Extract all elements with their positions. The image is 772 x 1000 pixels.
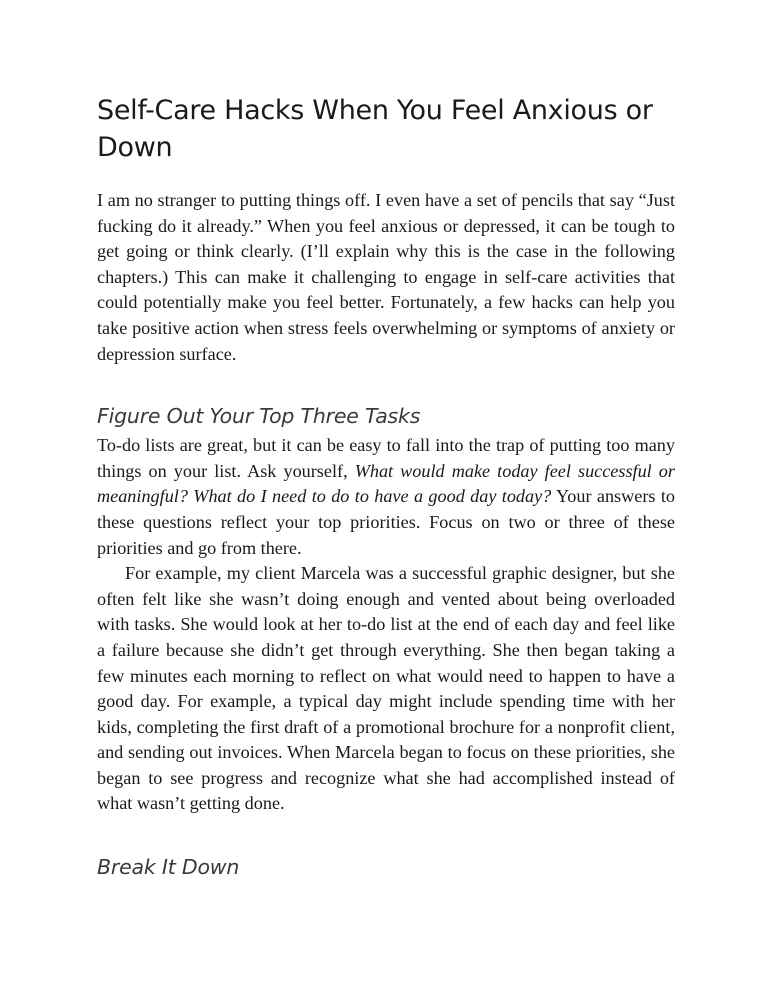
- paragraph-text: Your answers to these questions reflect your top priorities. Focus on two or three of these priorities and go from there.: [97, 486, 675, 558]
- top-three-tasks-paragraph: [97, 433, 675, 561]
- intro-paragraph: I am no stranger to putting things off. I even have a set of pencils that say “Just fucking do it already.” When you feel anxious or depressed, it can be tough to get going or think clearly. (I’ll explain why this is the case in the following chapters.) This can make it challenging to engage in self-care activities that could potentially make you feel better. Fortunately, a few hacks can help you take positive action when stress feels overwhelming or symptoms of anxiety or depression surface.: [97, 190, 675, 364]
- paragraph-text: To-do lists are great, but it can be easy to fall into the trap of putting too many things on your list. Ask yourself,: [97, 435, 675, 481]
- page-content: [97, 92, 675, 884]
- chapter-title: Self-Care Hacks When You Feel Anxious or Down: [97, 95, 653, 163]
- section-heading-break-it-down: Break It Down: [97, 855, 240, 880]
- section-heading-top-three-tasks: Figure Out Your Top Three Tasks: [97, 404, 421, 429]
- italic-questions: What would make today feel successful or meaningful? What do I need to do to have a good day today?: [97, 460, 675, 507]
- marcela-example-paragraph: For example, my client Marcela was a successful graphic designer, but she often felt like she wasn’t doing enough and vented about being overloaded with tasks. She would look at her to-do list at the end of each day and feel like a failure because she didn’t get through everything. She then began taking a few minutes each morning to reflect on what would need to happen to have a good day. For example, a typical day might include spending time with her kids, completing the first draft of a promotional brochure for a nonprofit client, and sending out invoices. When Marcela began to focus on these priorities, she began to see progress and recognize what she had accomplished instead of what wasn’t getting done.: [97, 563, 675, 814]
